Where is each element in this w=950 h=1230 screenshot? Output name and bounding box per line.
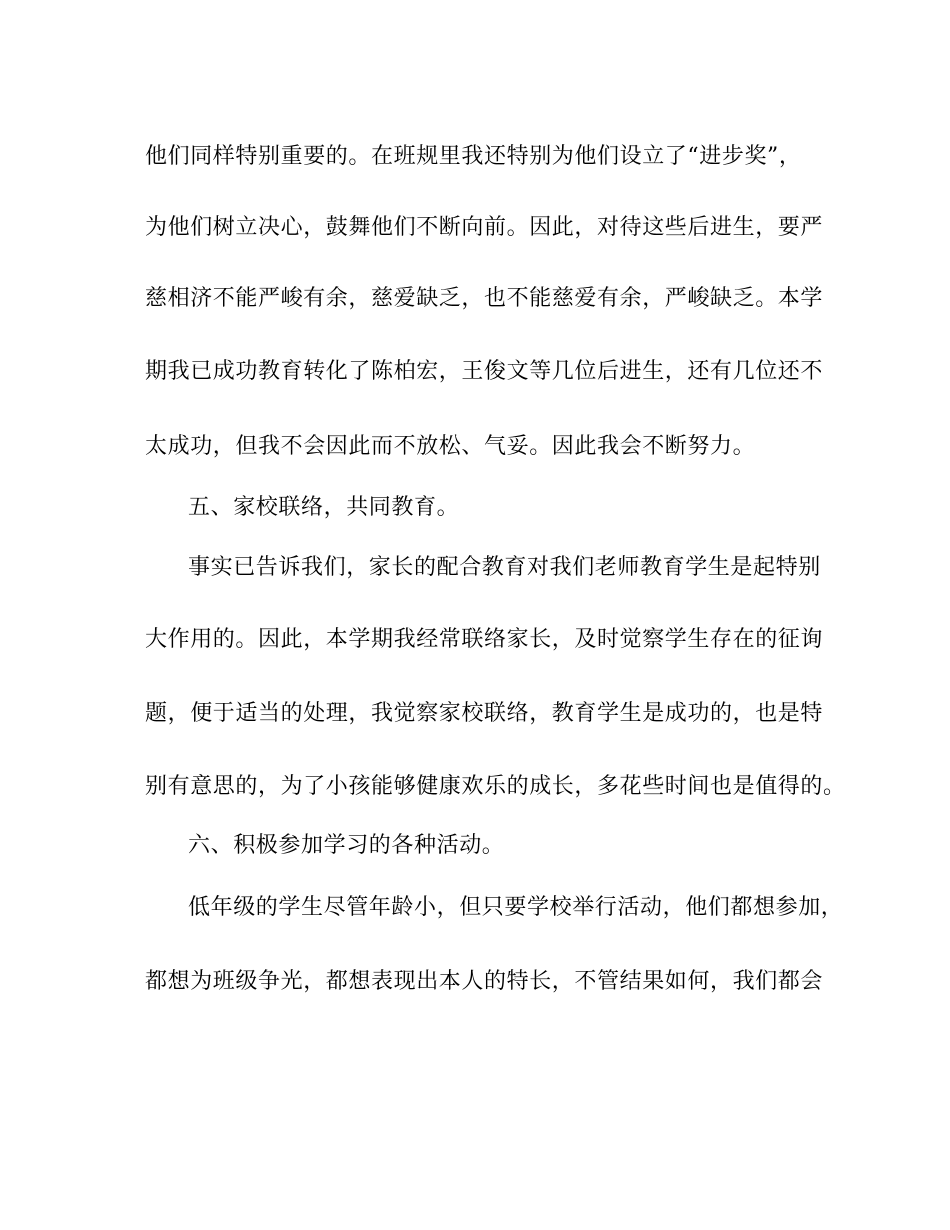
section-heading: 六、积极参加学习的各种活动。 bbox=[188, 833, 505, 858]
paragraph-line: 为他们树立决心，鼓舞他们不断向前。因此，对待这些后进生，要严 bbox=[145, 215, 824, 240]
paragraph-line: 题，便于适当的处理，我觉察家校联络，教育学生是成功的，也是特 bbox=[145, 701, 824, 726]
paragraph-line: 大作用的。因此，本学期我经常联络家长，及时觉察学生存在的征询 bbox=[145, 627, 824, 652]
paragraph-line: 低年级的学生尽管年龄小，但只要学校举行活动，他们都想参加， bbox=[188, 895, 844, 920]
paragraph-line: 期我已成功教育转化了陈柏宏，王俊文等几位后进生，还有几位还不 bbox=[145, 359, 824, 384]
paragraph-line: 太成功，但我不会因此而不放松、气妥。因此我会不断努力。 bbox=[145, 434, 756, 459]
paragraph-line: 慈相济不能严峻有余，慈爱缺乏，也不能慈爱有余，严峻缺乏。本学 bbox=[145, 286, 824, 311]
paragraph-line: 都想为班级争光，都想表现出本人的特长，不管结果如何，我们都会 bbox=[145, 969, 824, 994]
paragraph-line: 别有意思的，为了小孩能够健康欢乐的成长，多花些时间也是值得的。 bbox=[145, 774, 846, 799]
paragraph-line: 事实已告诉我们，家长的配合教育对我们老师教育学生是起特别 bbox=[188, 555, 821, 580]
section-heading: 五、家校联络，共同教育。 bbox=[188, 495, 460, 520]
paragraph-line: 他们同样特别重要的。在班规里我还特别为他们设立了“进步奖”， bbox=[145, 144, 802, 169]
